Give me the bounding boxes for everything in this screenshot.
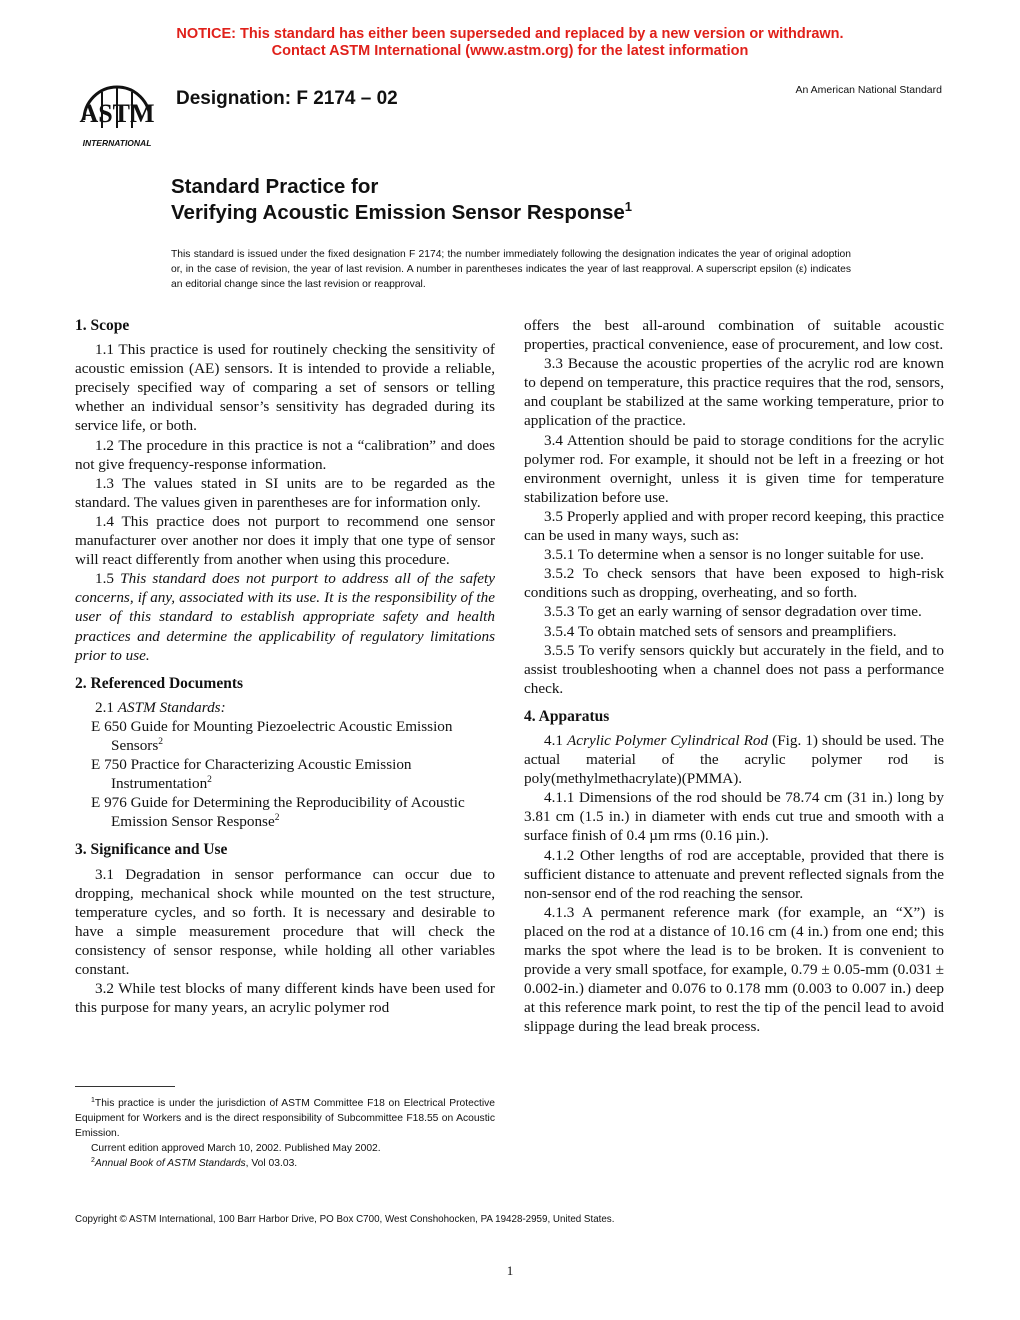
reference-text: E 976 Guide for Determining the Reproducibility of Acoustic Emission Sensor Response (91, 794, 465, 831)
footnote-2-title: Annual Book of ASTM Standards (94, 1158, 246, 1169)
title-footnote-mark: 1 (624, 199, 633, 214)
reference-e650 (75, 717, 495, 755)
footnotes (75, 1096, 495, 1171)
logo-text: ASTM (79, 99, 155, 128)
paragraph-4-1-text: (Fig. 1) should be used. The actual material of the acrylic polymer rod is poly(methylmethacrylate)(PMMA). (524, 731, 944, 788)
paragraph-3-5-1: 3.5.1 To determine when a sensor is no longer suitable for use. (544, 546, 924, 564)
paragraph-3-5-5: 3.5.5 To verify sensors quickly but accurately in the field, and to assist troubleshooting when a channel does not pass a performance check. (524, 641, 944, 697)
footnote-2-mark: 2 (91, 1157, 95, 1164)
section-heading-apparatus: 4. Apparatus (524, 707, 610, 725)
designation: Designation: F 2174 – 02 (176, 88, 398, 109)
astm-logo (72, 78, 162, 150)
document-title (171, 174, 632, 226)
paragraph-3-5: 3.5 Properly applied and with proper record keeping, this practice can be used in many ways, such as: (524, 507, 944, 545)
paragraph-1-1: 1.1 This practice is used for routinely checking the sensitivity of acoustic emission (AE) sensors. It is intended to provide a reliable, precisely specified way of comparing a set of sensors or telling whether an individual sensor’s sensitivity has degraded during its service life, or both. (75, 341, 495, 435)
footnote-1-edition: Current edition approved March 10, 2002. Published May 2002. (91, 1143, 381, 1154)
paragraph-3-4: 3.4 Attention should be paid to storage conditions for the acrylic polymer rod. For example, it should not be left in a freezing or hot environment overnight, unless it is given time for temperature stabilization before use. (524, 431, 944, 506)
footnote-2 (75, 1156, 495, 1171)
footnote-divider (75, 1086, 175, 1087)
reference-text: E 750 Practice for Characterizing Acoustic Emission Instrumentation (91, 756, 412, 793)
paragraph-3-2-start: 3.2 While test blocks of many different kinds have been used for this purpose for many years, an acrylic polymer rod (75, 980, 495, 1017)
reference-e750 (75, 755, 495, 793)
paragraph-2-1 (75, 698, 495, 717)
paragraph-1-5 (75, 569, 495, 664)
notice-line-2: Contact ASTM International (www.astm.org) for the latest information (271, 43, 749, 59)
reference-footnote-mark: 2 (274, 813, 280, 824)
logo-subtext: INTERNATIONAL (82, 138, 152, 148)
paragraph-3-5-3: 3.5.3 To get an early warning of sensor degradation over time. (544, 603, 922, 621)
paragraph-1-2: 1.2 The procedure in this practice is not a “calibration” and does not give frequency-response information. (75, 436, 495, 473)
paragraph-1-3: 1.3 The values stated in SI units are to be regarded as the standard. The values given in parentheses are for information only. (75, 474, 495, 511)
notice-line-1: NOTICE: This standard has either been superseded and replaced by a new version or withdrawn. (176, 26, 844, 42)
national-standard-label: An American National Standard (795, 84, 942, 96)
paragraph-1-5-number: 1.5 (95, 570, 114, 588)
paragraph-4-1-title: Acrylic Polymer Cylindrical Rod (567, 731, 769, 749)
paragraph-1-4: 1.4 This practice does not purport to recommend one sensor manufacturer over another nor does it imply that one type of sensor will react differently from another when using this procedure. (75, 512, 495, 569)
paragraph-4-1 (524, 731, 944, 788)
footnote-2-text: , Vol 03.03. (245, 1158, 298, 1169)
paragraph-1-5-text: This standard does not purport to address all of the safety concerns, if any, associated with its use. It is the responsibility of the user of this standard to establish appropriate safety and health practices and determine the applicability of regulatory limitations prior to use. (75, 570, 496, 664)
paragraph-3-5-2: 3.5.2 To check sensors that have been exposed to high-risk conditions such as dropping, overheating, and so forth. (524, 565, 944, 602)
reference-footnote-mark: 2 (158, 736, 164, 747)
paragraph-2-1-text: ASTM Standards: (117, 698, 226, 716)
paragraph-3-5-4: 3.5.4 To obtain matched sets of sensors and preamplifiers. (544, 622, 897, 640)
paragraph-3-3: 3.3 Because the acoustic properties of the acrylic rod are known to depend on temperature, this practice requires that the rod, sensors, and couplant be stabilized at the same working temperature, prior to application of the practice. (524, 355, 944, 430)
footnote-1-mark: 1 (91, 1097, 95, 1104)
withdrawal-notice (0, 26, 1020, 60)
reference-e976 (75, 793, 495, 831)
paragraph-3-1: 3.1 Degradation in sensor performance can occur due to dropping, mechanical shock while mounted on the test structure, temperature cycles, and so forth. It is necessary and desirable to have a simple measurement procedure that will check the consistency of sensor response, while holding all other variables constant. (75, 865, 495, 978)
astm-logo-icon (72, 78, 162, 150)
title-line-2: Verifying Acoustic Emission Sensor Response (171, 201, 625, 224)
right-column (524, 316, 944, 1036)
paragraph-4-1-number: 4.1 (544, 731, 563, 749)
footnote-1 (75, 1096, 495, 1141)
footnote-1-text: This practice is under the jurisdiction of ASTM Committee F18 on Electrical Protective Equipment for Workers and is the direct responsibility of Subcommittee F18.55 on Acoustic Emission. (75, 1098, 495, 1139)
paragraph-4-1-2: 4.1.2 Other lengths of rod are acceptable, provided that there is sufficient distance to attenuate and prevent reflected signals from the non-sensor end of the rod reaching the sensor. (524, 846, 944, 902)
section-heading-significance: 3. Significance and Use (75, 841, 228, 859)
paragraph-2-1-number: 2.1 (95, 698, 114, 716)
reference-footnote-mark: 2 (207, 775, 212, 786)
title-line-1: Standard Practice for (171, 175, 379, 198)
paragraph-4-1-1: 4.1.1 Dimensions of the rod should be 78.74 cm (31 in.) long by 3.81 cm (1.5 in.) in diameter with ends cut true and smooth with a surface finish of 0.4 µm rms (0.16 µin.). (524, 789, 944, 845)
issued-note: This standard is issued under the fixed designation F 2174; the number immediately following the designation indicates the year of original adoption or, in the case of revision, the year of last revision. A number in parentheses indicates the year of last reapproval. A superscript epsilon (ε) indicates an editorial change since the last revision or reapproval. (171, 249, 851, 290)
page-number: 1 (506, 1263, 514, 1278)
paragraph-3-2-end: offers the best all-around combination of suitable acoustic properties, practical convenience, ease of procurement, and low cost. (524, 317, 944, 354)
reference-text: E 650 Guide for Mounting Piezoelectric Acoustic Emission Sensors (91, 717, 453, 754)
section-heading-referenced: 2. Referenced Documents (75, 674, 244, 692)
paragraph-4-1-3: 4.1.3 A permanent reference mark (for example, an “X”) is placed on the rod at a distance of 10.16 cm (4 in.) from one end; this marks the spot where the lead is to be broken. It is convenient to provide a very small spotface, for example, 0.79 ± 0.05-mm (0.031 ± 0.002-in.) diameter and 0.076 to 0.178 mm (0.003 to 0.007 in.) deep at this reference mark point, to rest the tip of the pencil lead to avoid slippage during the lead break process. (524, 903, 944, 1036)
section-heading-scope: 1. Scope (75, 317, 130, 334)
copyright-line: Copyright © ASTM International, 100 Barr Harbor Drive, PO Box C700, West Conshohocken, PA 19428-2959, United States. (75, 1214, 615, 1225)
left-column (75, 316, 495, 1017)
